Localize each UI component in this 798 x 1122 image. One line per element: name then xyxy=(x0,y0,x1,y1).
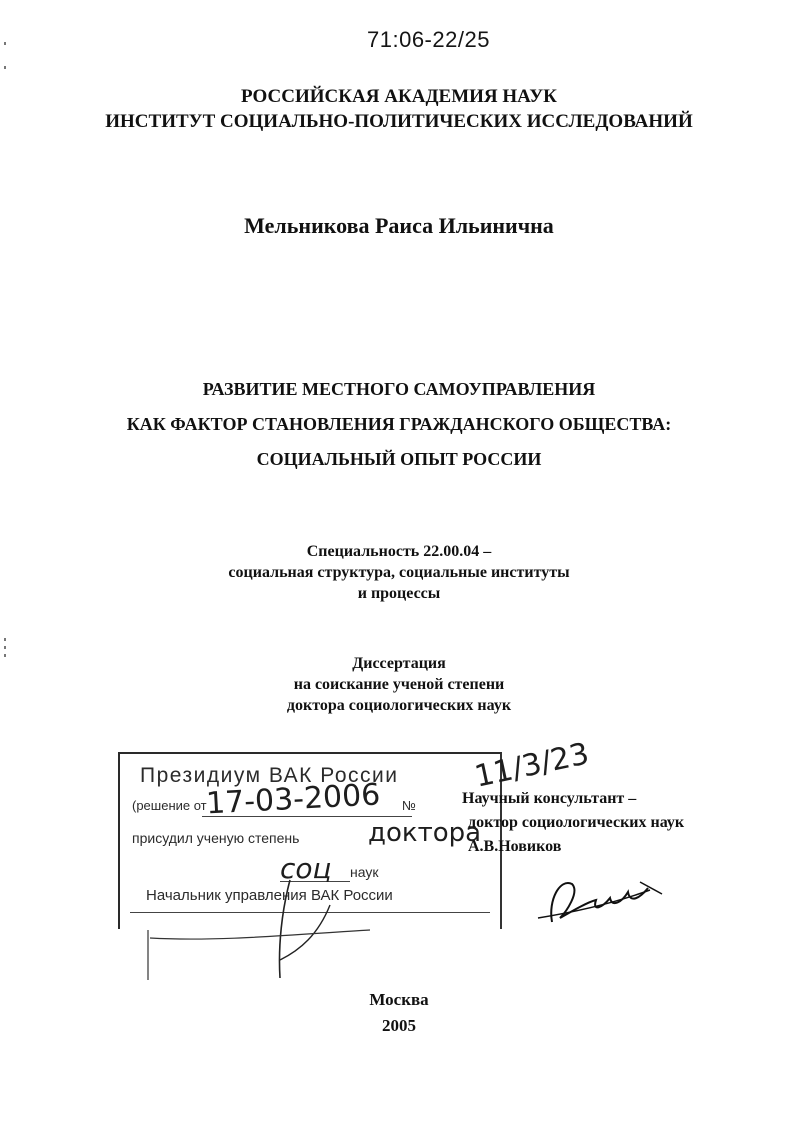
stamp-sciences-label: наук xyxy=(350,864,379,880)
dissertation-label: Диссертация xyxy=(352,655,446,672)
handwritten-reference: 11/3/23 xyxy=(471,736,593,795)
catalog-number: 71:06-22/25 xyxy=(367,27,490,52)
handwritten-date: 17-03-2006 xyxy=(205,777,382,822)
stamp-awarded-label: присудил ученую степень xyxy=(132,830,300,846)
consultant-name: А.В.Новиков xyxy=(468,838,562,855)
stamp-decision-label: (решение от xyxy=(132,798,207,813)
degree-line: на соискание ученой степени xyxy=(293,676,505,693)
author-name: Мельникова Раиса Ильинична xyxy=(244,213,554,238)
handwritten-field: соц xyxy=(280,852,332,885)
title-line: КАК ФАКТОР СТАНОВЛЕНИЯ ГРАЖДАНСКОГО ОБЩЕСТВА: xyxy=(126,414,672,434)
stamp-head-label: Начальник управления ВАК России xyxy=(146,887,393,904)
stamp-header: Президиум ВАК России xyxy=(140,764,399,787)
organization-name: РОССИЙСКАЯ АКАДЕМИЯ НАУК xyxy=(241,86,557,107)
degree-line: доктора социологических наук xyxy=(286,697,512,714)
consultant-signature xyxy=(538,882,662,922)
specialty-line: и процессы xyxy=(357,585,441,602)
title-line: СОЦИАЛЬНЫЙ ОПЫТ РОССИИ xyxy=(256,449,542,469)
specialty-code: Специальность 22.00.04 – xyxy=(306,543,492,560)
title-line: РАЗВИТИЕ МЕСТНОГО САМОУПРАВЛЕНИЯ xyxy=(202,379,596,399)
handwritten-degree: доктора xyxy=(368,818,482,848)
city: Москва xyxy=(369,990,429,1009)
year: 2005 xyxy=(382,1016,416,1035)
consultant-degree: доктор социологических наук xyxy=(468,814,685,831)
consultant-role: Научный консультант – xyxy=(462,790,637,807)
institute-name: ИНСТИТУТ СОЦИАЛЬНО-ПОЛИТИЧЕСКИХ ИССЛЕДОВАНИЙ xyxy=(105,111,693,132)
stamp-number-mark: № xyxy=(402,798,416,813)
city-year-block xyxy=(0,987,798,1039)
specialty-line: социальная структура, социальные институты xyxy=(228,564,570,581)
